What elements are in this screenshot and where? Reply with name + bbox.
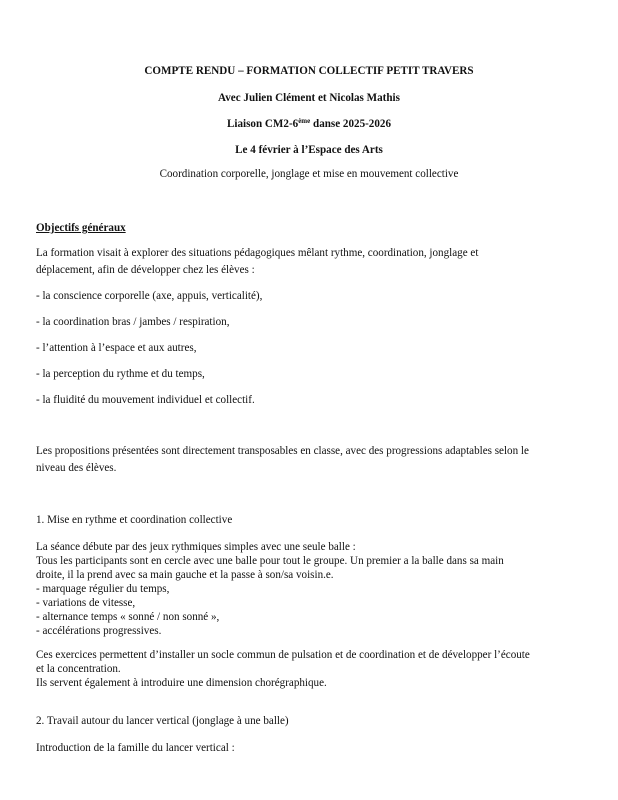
objective-item: - la perception du rythme et du temps, — [36, 368, 205, 380]
date-place-line: Le 4 février à l’Espace des Arts — [235, 144, 383, 156]
section1-line: - alternance temps « sonné / non sonné », — [36, 611, 220, 623]
objectives-note-line: Les propositions présentées sont directement transposables en classe, avec des progressions adaptables selon le — [36, 445, 529, 457]
section1-closing-line: Ces exercices permettent d’installer un socle commun de pulsation et de coordination et de développer l’écoute — [36, 649, 530, 661]
document-title: COMPTE RENDU – FORMATION COLLECTIF PETIT TRAVERS — [144, 65, 474, 77]
section1-line: - variations de vitesse, — [36, 597, 136, 609]
section1-line: - accélérations progressives. — [36, 625, 162, 637]
liaison-superscript: ème — [298, 117, 311, 125]
objective-item: - l’attention à l’espace et aux autres, — [36, 342, 197, 354]
objective-item: - la conscience corporelle (axe, appuis, verticalité), — [36, 290, 263, 302]
trainers-line: Avec Julien Clément et Nicolas Mathis — [218, 92, 400, 104]
objectives-intro-line: déplacement, afin de développer chez les élèves : — [36, 264, 255, 276]
section1-line: droite, il la prend avec sa main gauche et la passe à son/sa voisin.e. — [36, 569, 334, 581]
subtitle-line: Coordination corporelle, jonglage et mise en mouvement collective — [159, 168, 459, 180]
section2-intro: Introduction de la famille du lancer vertical : — [36, 742, 235, 754]
objectives-intro-line: La formation visait à explorer des situations pédagogiques mêlant rythme, coordination, jonglage et — [36, 247, 479, 259]
liaison-prefix: Liaison CM2-6 — [227, 118, 299, 130]
objective-item: - la coordination bras / jambes / respiration, — [36, 316, 230, 328]
objectives-heading: Objectifs généraux — [36, 222, 126, 234]
liaison-suffix: danse 2025-2026 — [310, 118, 391, 130]
section1-closing-line: et la concentration. — [36, 663, 121, 675]
objective-item: - la fluidité du mouvement individuel et collectif. — [36, 394, 255, 406]
section1-heading: 1. Mise en rythme et coordination collective — [36, 514, 233, 526]
objectives-note-line: niveau des élèves. — [36, 462, 117, 474]
section1-line: - marquage régulier du temps, — [36, 583, 170, 595]
section2-heading: 2. Travail autour du lancer vertical (jonglage à une balle) — [36, 715, 289, 727]
liaison-line — [0, 117, 618, 131]
section1-line: Tous les participants sont en cercle avec une balle pour tout le groupe. Un premier a la balle dans sa main — [36, 555, 504, 567]
section1-closing-line: Ils servent également à introduire une dimension chorégraphique. — [36, 677, 327, 689]
section1-line: La séance débute par des jeux rythmiques simples avec une seule balle : — [36, 541, 356, 553]
